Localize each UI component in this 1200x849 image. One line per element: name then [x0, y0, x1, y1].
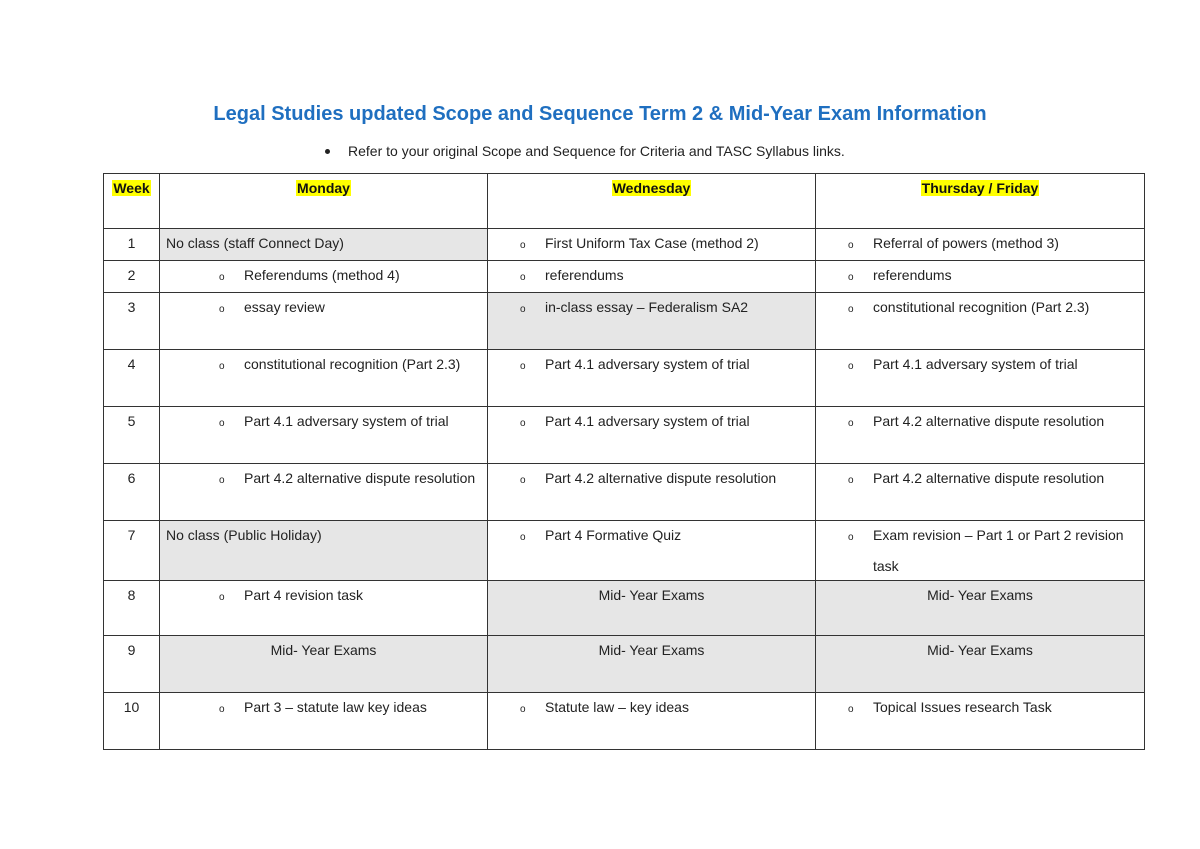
- table-row: [104, 581, 1145, 636]
- bullet-icon: o: [219, 361, 225, 372]
- wednesday-cell: o Part 4.1 adversary system of trial: [488, 350, 816, 407]
- week-number: 7: [104, 521, 160, 581]
- bullet-icon: o: [219, 272, 225, 283]
- header-monday: Monday: [160, 174, 488, 229]
- week-number: 10: [104, 693, 160, 750]
- intro-note: [325, 143, 845, 159]
- bullet-icon: o: [219, 592, 225, 603]
- table-row: [104, 693, 1145, 750]
- bullet-icon: o: [848, 418, 854, 429]
- table-row: [104, 229, 1145, 261]
- thursday-cell: Mid- Year Exams: [816, 581, 1145, 636]
- thursday-cell: Mid- Year Exams: [816, 636, 1145, 693]
- bullet-icon: o: [848, 272, 854, 283]
- monday-cell: o Part 4.2 alternative dispute resolution: [160, 464, 488, 521]
- thursday-cell: o Part 4.2 alternative dispute resolution: [816, 464, 1145, 521]
- thursday-cell: o referendums: [816, 261, 1145, 293]
- thursday-cell: o Referral of powers (method 3): [816, 229, 1145, 261]
- week-number: 5: [104, 407, 160, 464]
- bullet-icon: o: [520, 704, 526, 715]
- monday-cell: No class (Public Holiday): [160, 521, 488, 581]
- thursday-cell: o Exam revision – Part 1 or Part 2 revision task: [816, 521, 1145, 581]
- wednesday-cell: o Part 4.2 alternative dispute resolution: [488, 464, 816, 521]
- table-row: [104, 521, 1145, 581]
- monday-cell: o Referendums (method 4): [160, 261, 488, 293]
- thursday-cell: o Part 4.2 alternative dispute resolution: [816, 407, 1145, 464]
- thursday-cell: o constitutional recognition (Part 2.3): [816, 293, 1145, 350]
- bullet-icon: o: [848, 704, 854, 715]
- header-wednesday: Wednesday: [488, 174, 816, 229]
- table-row: [104, 293, 1145, 350]
- monday-cell: o Part 4 revision task: [160, 581, 488, 636]
- wednesday-cell: Mid- Year Exams: [488, 636, 816, 693]
- bullet-icon: o: [848, 240, 854, 251]
- wednesday-cell: Mid- Year Exams: [488, 581, 816, 636]
- wednesday-cell: o Part 4.1 adversary system of trial: [488, 407, 816, 464]
- bullet-icon: o: [520, 532, 526, 543]
- bullet-icon: o: [520, 240, 526, 251]
- page-title: Legal Studies updated Scope and Sequence Term 2 & Mid-Year Exam Information: [213, 103, 987, 125]
- bullet-icon: o: [848, 475, 854, 486]
- bullet-icon: o: [848, 532, 854, 543]
- header-week: Week: [104, 174, 160, 229]
- monday-cell: o Part 4.1 adversary system of trial: [160, 407, 488, 464]
- bullet-icon: o: [520, 361, 526, 372]
- wednesday-cell: o in-class essay – Federalism SA2: [488, 293, 816, 350]
- week-number: 3: [104, 293, 160, 350]
- table-row: [104, 261, 1145, 293]
- bullet-icon: o: [219, 418, 225, 429]
- week-number: 4: [104, 350, 160, 407]
- monday-cell: Mid- Year Exams: [160, 636, 488, 693]
- week-number: 1: [104, 229, 160, 261]
- week-number: 8: [104, 581, 160, 636]
- wednesday-cell: o First Uniform Tax Case (method 2): [488, 229, 816, 261]
- thursday-cell: o Topical Issues research Task: [816, 693, 1145, 750]
- bullet-icon: o: [219, 704, 225, 715]
- table-row: [104, 636, 1145, 693]
- bullet-icon: o: [848, 361, 854, 372]
- bullet-icon: o: [520, 418, 526, 429]
- bullet-icon: o: [219, 475, 225, 486]
- week-number: 2: [104, 261, 160, 293]
- header-thursday-friday: Thursday / Friday: [816, 174, 1145, 229]
- thursday-cell: o Part 4.1 adversary system of trial: [816, 350, 1145, 407]
- table-row: [104, 350, 1145, 407]
- bullet-icon: o: [219, 304, 225, 315]
- table-row: [104, 464, 1145, 521]
- bullet-icon: o: [520, 475, 526, 486]
- schedule-table: [103, 173, 1145, 750]
- wednesday-cell: o Statute law – key ideas: [488, 693, 816, 750]
- bullet-icon: o: [520, 304, 526, 315]
- wednesday-cell: o referendums: [488, 261, 816, 293]
- intro-note-text: Refer to your original Scope and Sequence for Criteria and TASC Syllabus links.: [348, 143, 845, 159]
- bullet-icon: o: [520, 272, 526, 283]
- week-number: 9: [104, 636, 160, 693]
- table-row: [104, 407, 1145, 464]
- bullet-icon: [325, 149, 330, 154]
- monday-cell: o essay review: [160, 293, 488, 350]
- monday-cell: o Part 3 – statute law key ideas: [160, 693, 488, 750]
- bullet-icon: o: [848, 304, 854, 315]
- monday-cell: o constitutional recognition (Part 2.3): [160, 350, 488, 407]
- wednesday-cell: o Part 4 Formative Quiz: [488, 521, 816, 581]
- monday-cell: No class (staff Connect Day): [160, 229, 488, 261]
- week-number: 6: [104, 464, 160, 521]
- header-row: [104, 174, 1145, 229]
